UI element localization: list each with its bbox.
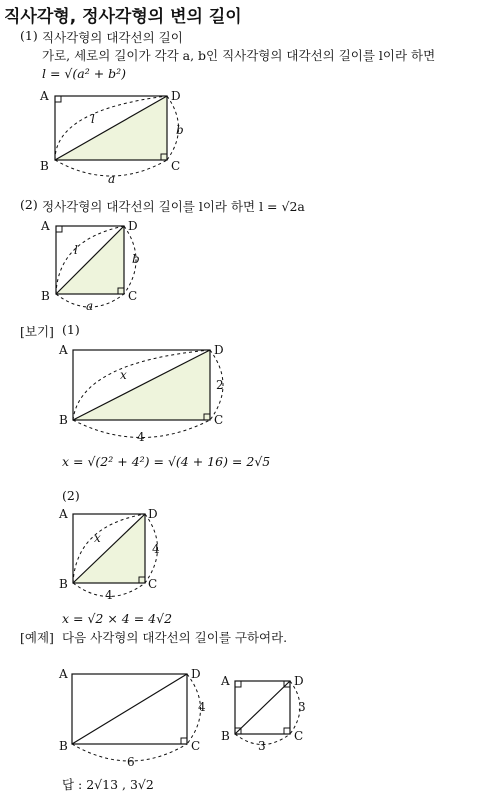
exercise2-vertex-b: B — [221, 729, 230, 743]
example2-height-label: 4 — [152, 542, 160, 556]
example1-diag-label: x — [120, 368, 127, 382]
exercise-answer: 답 : 2√13 , 3√2 — [62, 777, 154, 792]
example2-vertex-d: D — [148, 507, 158, 521]
exercise-text: 다음 사각형의 대각선의 길이를 구하여라. — [62, 630, 288, 645]
exercise2-width-label: 3 — [258, 739, 266, 753]
example1-width-label: 4 — [137, 430, 145, 444]
exercise-label: [예제] — [20, 630, 54, 645]
example2-diag-label: x — [94, 531, 101, 545]
right-angle-mark — [235, 681, 241, 687]
figure1-vertex-c: C — [171, 159, 181, 173]
figure1-width-label: a — [108, 172, 116, 186]
section1-heading: 직사각형의 대각선의 길이 — [42, 30, 183, 45]
figure2-vertex-c: C — [128, 289, 138, 303]
figure2-square — [56, 226, 136, 307]
exercise1-vertex-b: B — [59, 739, 68, 753]
figure1-height-label: b — [176, 123, 184, 137]
example1-vertex-d: D — [214, 343, 224, 357]
right-angle-mark — [181, 738, 187, 744]
exercise1-width-label: 6 — [127, 755, 135, 769]
example2-vertex-b: B — [59, 577, 68, 591]
figure2-height-label: b — [132, 252, 140, 266]
figure2-vertex-a: A — [41, 219, 50, 233]
figure1-rectangle — [55, 96, 179, 176]
example2-width-label: 4 — [105, 588, 113, 602]
figure1-vertex-a: A — [40, 89, 49, 103]
exercise1-diagonal — [72, 674, 187, 744]
right-angle-mark — [56, 226, 62, 232]
example-label: [보기] — [20, 324, 54, 339]
figure2-vertex-d: D — [128, 219, 138, 233]
section1-description: 가로, 세로의 길이가 각각 a, b인 직사각형의 대각선의 길이를 l이라 하면 — [42, 48, 436, 63]
example1-formula: x = √(2² + 4²) = √(4 + 16) = 2√5 — [62, 454, 271, 469]
exercise2-vertex-c: C — [294, 729, 304, 743]
page-title: 직사각형, 정사각형의 변의 길이 — [4, 7, 242, 27]
exercise1-rectangle — [72, 674, 201, 761]
example1-vertex-c: C — [214, 413, 224, 427]
example1-height-label: 2 — [216, 378, 224, 392]
example1-vertex-a: A — [59, 343, 68, 357]
section1-formula: l = √(a² + b²) — [42, 66, 127, 81]
exercise2-diagonal — [235, 681, 290, 734]
right-angle-mark — [284, 728, 290, 734]
section1-number: (1) — [20, 28, 38, 43]
example2-square — [73, 514, 158, 597]
exercise2-vertex-d: D — [294, 674, 304, 688]
exercise2-square — [235, 681, 300, 745]
example2-formula: x = √2 × 4 = 4√2 — [62, 611, 173, 626]
exercise1-vertex-d: D — [191, 667, 201, 681]
example2-number: (2) — [62, 488, 80, 503]
exercise1-height-label: 4 — [198, 700, 206, 714]
example2-vertex-c: C — [148, 577, 158, 591]
figure2-diag-label: l — [74, 243, 78, 257]
exercise2-vertex-a: A — [221, 674, 230, 688]
exercise2-height-label: 3 — [298, 700, 306, 714]
right-angle-mark — [55, 96, 61, 102]
figure1-vertex-b: B — [40, 159, 49, 173]
example1-number: (1) — [62, 322, 80, 337]
example1-rectangle — [73, 350, 223, 438]
example1-vertex-b: B — [59, 413, 68, 427]
figure2-vertex-b: B — [41, 289, 50, 303]
exercise1-vertex-c: C — [191, 739, 201, 753]
section2-number: (2) — [20, 197, 38, 212]
figure2-width-label: a — [86, 299, 94, 313]
example2-vertex-a: A — [59, 507, 68, 521]
figure1-diag-label: l — [91, 112, 95, 126]
figure1-vertex-d: D — [171, 89, 181, 103]
section2-text: 정사각형의 대각선의 길이를 l이라 하면 l = √2a — [42, 199, 305, 214]
exercise1-vertex-a: A — [59, 667, 68, 681]
